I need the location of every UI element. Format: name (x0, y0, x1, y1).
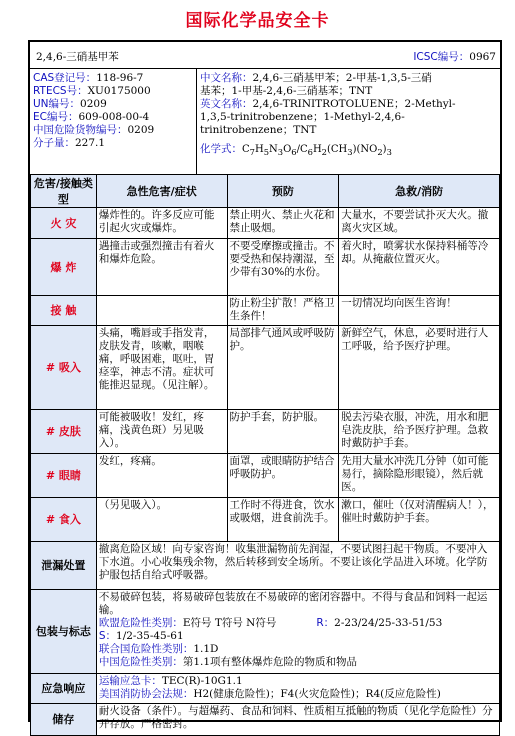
packaging-row: 包装与标志 不易破碎包装，将易破碎包装放在不易破碎的密闭容器中。不得与食品和饲料一起运输。 欧盟危险性类别：E符号 T符号 N符号 R：2-23/24/25-33-51/53 S：1/2-35-45-61 联合国危险性类别：1.1D 中国危险性类别：第1.1项有整体爆炸危险的物质和物品 (31, 590, 500, 674)
cas-number: CAS登记号：118-96-7 (33, 72, 144, 84)
table-row: # 食入 （另见吸入）。 工作时不得进食，饮水或吸烟，进食前洗手。 漱口，催吐（仅对清醒病人！），催吐时戴防护手套。 (31, 498, 500, 542)
table-row: # 皮肤 可能被吸收！发红，疼痛，浅黄色斑）另见吸入）。 防护手套，防护服。 脱去污染衣服，冲洗，用水和肥皂洗皮肤，给予医疗护理。急救时戴防护手套。 (31, 410, 500, 454)
header-prevention: 预防 (227, 175, 339, 208)
chemical-formula: 化学式：$C_7H_5N_3O_6/C_6H_2(CH_3)(NO_2)_3$ (200, 143, 392, 157)
china-dangerous-goods-number: 中国危险货物编号：0209 (33, 124, 155, 136)
emergency-row: 应急响应 运输应急卡：TEC(R)-10G1.1 美国消防协会法规：H2(健康危险性)；F4(火灾危险性)；R4(反应危险性) (31, 674, 500, 704)
table-row: 接 触 防止粉尘扩散！严格卫生条件！ 一切情况均向医生咨询！ (31, 296, 500, 326)
table-row: 火 灾 爆炸性的。许多反应可能引起火灾或爆炸。 禁止明火、禁止火花和禁止吸烟。 大量水，不要尝试扑灭大火。撤离火灾区域。 (31, 208, 500, 239)
un-number: UN编号：0209 (33, 98, 107, 110)
safety-card (28, 40, 502, 730)
identifiers (33, 72, 193, 150)
header-first-aid: 急救/消防 (339, 175, 500, 208)
chemical-names: 中文名称：2,4,6-三硝基甲苯；2-甲基-1,3,5-三硝 基苯；1-甲基-2,4,6-三硝基苯；TNT 英文名称：2,4,6-TRINITROTOLUENE；2-Methyl- 1,3,5-trinitrobenzene；1-Methyl-2,4,6- trinitrobenzene；TNT 化学式：$C_7H_5N_3O_6/C_6H_2(CH_3)(NO_2)_3$ (200, 72, 498, 159)
spill-row: 泄漏处置 撤离危险区域！向专家咨询！收集泄漏物前先润湿，不要试图扫起干物质。不要冲入下水道。小心收集残余物，然后转移到安全场所。不要让该化学品进入环境。化学防护服包括自给式呼吸器。 (31, 542, 500, 590)
header-hazard-type: 危害/接触类型 (31, 175, 97, 208)
ec-number: EC编号：609-008-00-4 (33, 111, 150, 123)
hazard-table (30, 174, 500, 736)
table-row: 爆 炸 遇撞击或强烈撞击有着火和爆炸危险。 不要受摩擦或撞击。不要受热和保持潮湿，至少带有30%的水份。 着火时，喷雾状水保持料桶等冷却。从掩蔽位置灭火。 (31, 239, 500, 296)
table-row: # 吸入 头痛，嘴唇或手指发青，皮肤发青，咳嗽，咽喉痛，呼吸困难，呕吐，胃痉挛，神志不清。症状可能推迟显现。（见注解）。 局部排气通风或呼吸防护。 新鲜空气，休息，必要时进行人工呼吸，给予医疗护理。 (31, 326, 500, 410)
icsc-number: ICSC编号：0967 (413, 51, 496, 63)
rtecs-number: RTECS号：XU0175000 (33, 85, 151, 97)
substance-name: 2,4,6-三硝基甲苯 (36, 51, 119, 63)
header-symptoms: 急性危害/症状 (96, 175, 227, 208)
table-row: # 眼睛 发红，疼痛。 面罩，或眼睛防护结合呼吸防护。 先用大量水冲洗几分钟（如可能易行，摘除隐形眼镜），然后就医。 (31, 454, 500, 498)
storage-row: 储存 耐火设备（条件）。与超爆药、食品和饲料、性质相互抵触的物质（见化学危险性）分开存放。严格密封。 (31, 704, 500, 736)
page-title: 国际化学品安全卡 (185, 11, 330, 31)
molecular-weight: 分子量：227.1 (33, 137, 106, 149)
